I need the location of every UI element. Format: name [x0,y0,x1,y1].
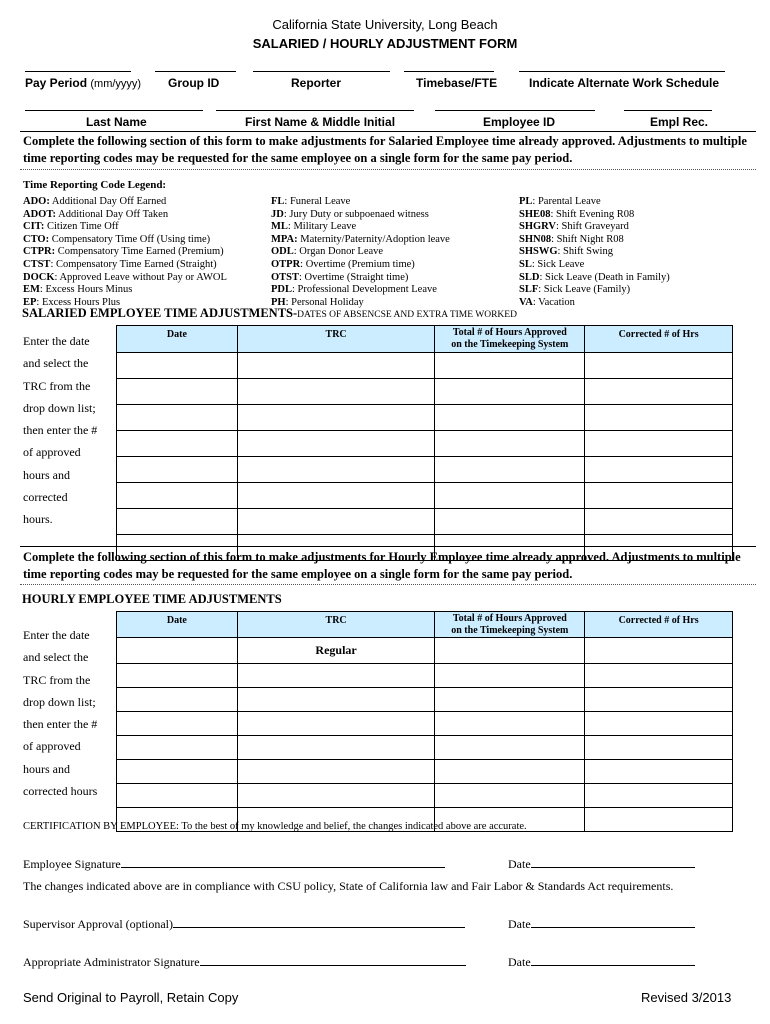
first-name-label: First Name & Middle Initial [245,115,396,129]
first-name-field[interactable] [216,110,414,111]
salaried-section-title: SALARIED EMPLOYEE TIME ADJUSTMENTS-DATES OF ABSENCSE AND EXTRA TIME WORKED [22,306,517,320]
salaried-adjustments-table [116,325,733,561]
administrator-date-field[interactable] [531,954,695,966]
employee-date-field[interactable] [531,856,695,868]
date-label: Date [508,857,531,871]
date-cell[interactable] [117,736,238,760]
legend-entry: SLF: Sick Leave (Family) [519,284,631,296]
legend-column-3 [519,196,670,309]
trc-dropdown[interactable] [237,664,435,688]
empl-rec-label: Empl Rec. [650,115,709,129]
divider [20,131,756,132]
hourly-adjustments-table [116,611,733,832]
corrected-hours-cell[interactable] [585,509,733,535]
footer-instruction: Send Original to Payroll, Retain Copy [23,990,239,1005]
table-row [117,483,733,509]
total-hours-cell[interactable] [435,509,585,535]
legend-title: Time Reporting Code Legend: [23,179,167,191]
date-label: Date [508,955,531,969]
total-hours-cell[interactable] [435,431,585,457]
employee-signature-field[interactable] [121,856,445,868]
total-hours-cell[interactable] [435,712,585,736]
date-cell[interactable] [117,483,238,509]
reporter-field[interactable] [253,71,390,72]
legend-entry: DOCK: Approved Leave without Pay or AWOL [23,271,227,283]
pay-period-label: Pay Period (mm/yyyy) [25,76,142,90]
table-row [117,760,733,784]
legend-entry: CTPR: Compensatory Time Earned (Premium) [23,246,224,258]
group-id-field[interactable] [155,71,236,72]
administrator-signature-row [23,954,466,970]
date-cell[interactable] [117,664,238,688]
total-hours-cell[interactable] [435,688,585,712]
trc-dropdown[interactable]: Regular [237,638,435,664]
total-hours-cell[interactable] [435,736,585,760]
table-row [117,638,733,664]
supervisor-date-field[interactable] [531,916,695,928]
empl-rec-field[interactable] [624,110,712,111]
form-title: SALARIED / HOURLY ADJUSTMENT FORM [252,36,518,51]
column-header-trc: TRC [237,326,435,353]
legend-entry: FL: Funeral Leave [271,196,351,207]
trc-dropdown[interactable] [237,457,435,483]
legend-entry: SHGRV: Shift Graveyard [519,221,629,233]
legend-entry: VA: Vacation [519,296,575,308]
corrected-hours-cell[interactable] [585,784,733,808]
total-hours-cell[interactable] [435,664,585,688]
date-cell[interactable] [117,457,238,483]
administrator-signature-field[interactable] [200,954,466,966]
date-cell[interactable] [117,688,238,712]
trc-dropdown[interactable] [237,431,435,457]
date-cell[interactable] [117,712,238,736]
supervisor-signature-row [23,916,465,932]
legend-column-1 [23,196,227,309]
corrected-hours-cell[interactable] [585,379,733,405]
supervisor-signature-label: Supervisor Approval (optional) [23,917,173,931]
legend-column-2 [271,196,450,309]
date-cell[interactable] [117,638,238,664]
corrected-hours-cell[interactable] [585,808,733,832]
table-row [117,784,733,808]
corrected-hours-cell[interactable] [585,457,733,483]
corrected-hours-cell[interactable] [585,688,733,712]
corrected-hours-cell[interactable] [585,405,733,431]
total-hours-cell[interactable] [435,483,585,509]
legend-entry: SL: Sick Leave [519,258,585,270]
corrected-hours-cell[interactable] [585,431,733,457]
corrected-hours-cell[interactable] [585,736,733,760]
trc-dropdown[interactable] [237,712,435,736]
table-row [117,431,733,457]
date-cell[interactable] [117,353,238,379]
hourly-side-instructions: Enter the date and select the TRC from the drop down list; then enter the # of approved hours and corrected hours [23,628,98,799]
legend-entry: CTST: Compensatory Time Earned (Straight) [23,258,217,270]
column-header-corrected-hours: Corrected # of Hrs [585,326,733,353]
date-cell[interactable] [117,784,238,808]
date-cell[interactable] [117,405,238,431]
hourly-instructions-line2: time reporting codes may be requested for the same employee on a single form for the same pay period. [23,567,573,581]
column-header-date: Date [117,326,238,353]
table-row [117,712,733,736]
total-hours-cell[interactable] [435,405,585,431]
table-row [117,688,733,712]
employee-date-row [508,856,695,872]
column-header-date: Date [117,612,238,638]
table-row [117,379,733,405]
total-hours-cell[interactable] [435,638,585,664]
employee-id-label: Employee ID [483,115,556,129]
legend-entry: PL: Parental Leave [519,196,601,207]
trc-dropdown[interactable] [237,688,435,712]
corrected-hours-cell[interactable] [585,760,733,784]
employee-id-field[interactable] [435,110,595,111]
legend-entry: OTST: Overtime (Straight time) [271,271,409,283]
pay-period-field[interactable] [25,71,131,72]
group-id-label: Group ID [168,76,220,90]
supervisor-date-row [508,916,695,932]
date-cell[interactable] [117,379,238,405]
corrected-hours-cell[interactable] [585,483,733,509]
trc-dropdown[interactable] [237,353,435,379]
employee-signature-label: Employee Signature [23,857,121,871]
supervisor-signature-field[interactable] [173,916,465,928]
salaried-instructions-line2: time reporting codes may be requested for the same employee on a single form for the same pay period. [23,151,573,165]
legend-entry: ADOT: Additional Day Off Taken [23,208,169,220]
timebase-label: Timebase/FTE [416,76,498,90]
legend-entry: JD: Jury Duty or subpoenaed witness [271,208,429,220]
timebase-field[interactable] [404,71,494,72]
hourly-instructions-line1: Complete the following section of this form to make adjustments for Hourly Employee time already approved. Adjustments to multiple [23,550,741,564]
divider [20,169,756,170]
date-cell[interactable] [117,760,238,784]
legend-entry: PDL: Professional Development Leave [271,284,437,296]
divider [20,546,756,547]
legend-entry: ML: Military Leave [271,221,357,233]
salaried-instructions-line1: Complete the following section of this form to make adjustments for Salaried Employee time already approved. Adjustments to multiple [23,134,747,148]
trc-dropdown[interactable] [237,736,435,760]
hourly-section-title: HOURLY EMPLOYEE TIME ADJUSTMENTS [22,592,282,606]
university-name: California State University, Long Beach [272,17,498,32]
table-row [117,664,733,688]
compliance-statement: The changes indicated above are in compliance with CSU policy, State of California law and Fair Labor & Standards Act requirements. [23,879,674,893]
legend-entry: ADO: Additional Day Off Earned [23,196,167,207]
corrected-hours-cell[interactable] [585,638,733,664]
legend-entry: ODL: Organ Donor Leave [271,246,384,258]
legend-entry: EM: Excess Hours Minus [23,284,133,296]
legend-entry: SLD: Sick Leave (Death in Family) [519,271,670,283]
column-header-corrected-hours: Corrected # of Hrs [585,612,733,638]
corrected-hours-cell[interactable] [585,664,733,688]
date-label: Date [508,917,531,931]
legend-entry: OTPR: Overtime (Premium time) [271,258,415,270]
last-name-label: Last Name [86,115,147,129]
table-row [117,736,733,760]
salaried-side-instructions: Enter the date and select the TRC from the drop down list; then enter the # of approved hours and corrected hours. [23,334,98,527]
trc-dropdown[interactable] [237,509,435,535]
trc-dropdown[interactable] [237,379,435,405]
table-row [117,405,733,431]
legend-entry: SHN08: Shift Night R08 [519,233,624,245]
trc-dropdown[interactable] [237,483,435,509]
total-hours-cell[interactable] [435,353,585,379]
total-hours-cell[interactable] [435,784,585,808]
legend-entry: CIT: Citizen Time Off [23,221,119,233]
administrator-signature-label: Appropriate Administrator Signature [23,955,200,969]
revision-date: Revised 3/2013 [641,990,732,1005]
certification-statement: CERTIFICATION BY EMPLOYEE: To the best of my knowledge and belief, the changes indicated above are accurate. [23,821,527,832]
table-row [117,353,733,379]
column-header-total-hours: Total # of Hours Approved on the Timekeeping System [435,326,585,353]
date-cell[interactable] [117,431,238,457]
table-row [117,457,733,483]
administrator-date-row [508,954,695,970]
last-name-field[interactable] [25,110,203,111]
column-header-total-hours: Total # of Hours Approved on the Timekeeping System [435,612,585,638]
legend-entry: PH: Personal Holiday [271,296,364,308]
total-hours-cell[interactable] [435,379,585,405]
legend-entry: CTO: Compensatory Time Off (Using time) [23,233,211,245]
trc-dropdown[interactable] [237,760,435,784]
corrected-hours-cell[interactable] [585,712,733,736]
legend-entry: EP: Excess Hours Plus [23,296,121,308]
alt-schedule-field[interactable] [519,71,725,72]
column-header-trc: TRC [237,612,435,638]
trc-dropdown[interactable] [237,405,435,431]
table-row [117,509,733,535]
alt-schedule-label: Indicate Alternate Work Schedule [529,76,720,90]
divider [20,584,756,585]
legend-entry: SHSWG: Shift Swing [519,246,613,258]
date-cell[interactable] [117,509,238,535]
employee-signature-row [23,856,445,872]
trc-dropdown[interactable] [237,784,435,808]
legend-entry: MPA: Maternity/Paternity/Adoption leave [271,233,450,245]
reporter-label: Reporter [291,76,342,90]
total-hours-cell[interactable] [435,457,585,483]
corrected-hours-cell[interactable] [585,353,733,379]
total-hours-cell[interactable] [435,760,585,784]
legend-entry: SHE08: Shift Evening R08 [519,208,635,220]
